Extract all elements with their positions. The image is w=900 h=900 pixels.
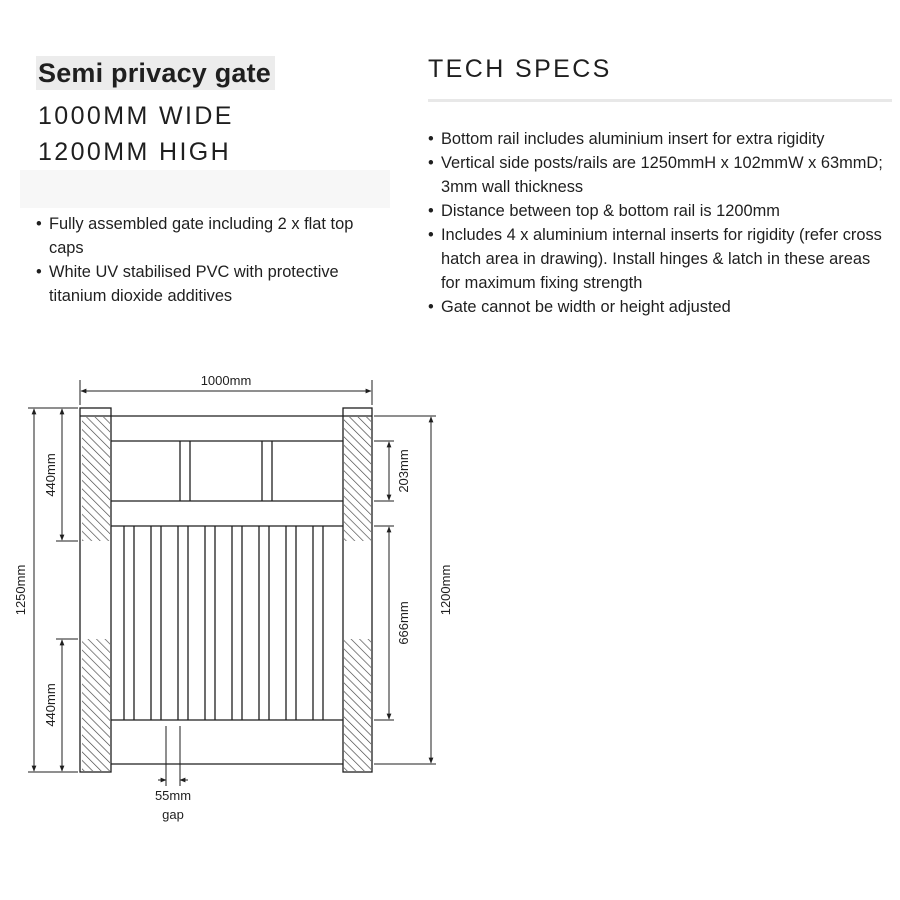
spec-item: • Bottom rail includes aluminium insert for extra rigidity: [428, 127, 890, 151]
left-bottom-insert-label: 440mm: [43, 683, 58, 727]
overall-height-label: 1250mm: [13, 564, 28, 616]
height-heading: 1200MM HIGH: [38, 138, 232, 166]
width-heading: 1000MM WIDE: [38, 102, 234, 130]
rail-distance-label: 1200mm: [438, 564, 453, 616]
spec-item: • Gate cannot be width or height adjusted: [428, 295, 890, 319]
lower-pickets: [124, 526, 323, 720]
feature-item: • Fully assembled gate including 2 x flat top caps: [36, 212, 386, 260]
gap-size-label: 55mm: [154, 788, 192, 803]
hatch-right-top: [344, 417, 371, 541]
feature-list: [36, 212, 386, 308]
lower-infill-label: 666mm: [396, 601, 411, 645]
upper-infill-label: 203mm: [396, 449, 411, 493]
width-label: 1000mm: [200, 373, 252, 388]
header-band: [20, 170, 390, 208]
page-title: Semi privacy gate: [36, 56, 275, 90]
hatch-left-top: [82, 417, 110, 541]
left-top-insert-label: 440mm: [43, 453, 58, 497]
gate-drawing: [0, 360, 480, 840]
tech-specs-divider: [428, 99, 892, 102]
tech-specs-list: [428, 127, 890, 319]
tech-specs-title: TECH SPECS: [428, 55, 612, 83]
feature-item: • White UV stabilised PVC with protective titanium dioxide additives: [36, 260, 386, 308]
gap-word-label: gap: [162, 807, 184, 822]
spec-item: • Distance between top & bottom rail is 1200mm: [428, 199, 890, 223]
spec-item: • Vertical side posts/rails are 1250mmH x 102mmW x 63mmD; 3mm wall thickness: [428, 151, 890, 199]
hatch-left-bottom: [82, 639, 110, 771]
hatch-right-bottom: [344, 639, 371, 771]
spec-item: • Includes 4 x aluminium internal inserts for rigidity (refer cross hatch area in drawing). Install hinges & latch in these areas for maximum fixing strength: [428, 223, 890, 295]
